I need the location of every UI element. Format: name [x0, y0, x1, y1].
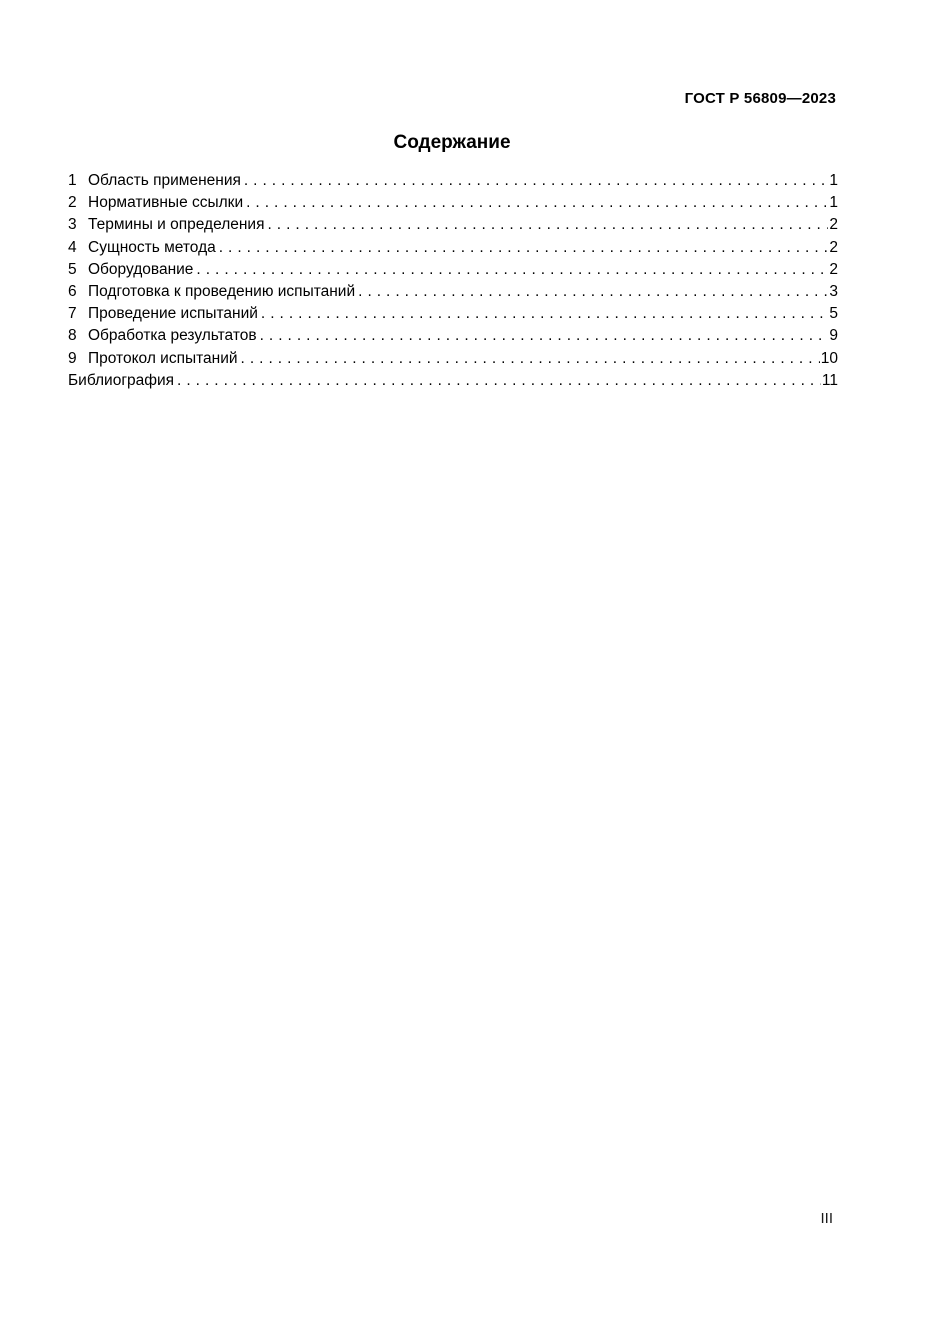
- toc-entry: [68, 170, 838, 192]
- toc-leader-dots: [219, 237, 829, 259]
- toc-entry-title: Термины и определения: [88, 216, 265, 234]
- toc-entry-number: 8: [68, 327, 77, 345]
- toc-entry-page: 10: [820, 349, 838, 367]
- toc-entry-title: Протокол испытаний: [88, 349, 238, 367]
- toc-entry-page: 3: [829, 283, 838, 301]
- toc-entry: [68, 237, 838, 259]
- toc-leader-dots: [177, 370, 821, 392]
- toc-leader-dots: [196, 259, 828, 281]
- toc-entry: [68, 348, 838, 370]
- toc-entry-page: 9: [829, 327, 838, 345]
- toc-leader-dots: [358, 281, 828, 303]
- document-standard-number: ГОСТ Р 56809—2023: [684, 90, 836, 107]
- toc-entry: [68, 370, 838, 392]
- toc-entry-number: 9: [68, 349, 77, 367]
- toc-entry-page: 2: [829, 216, 838, 234]
- toc-entry-title: Оборудование: [88, 260, 194, 278]
- toc-entry-title: Нормативные ссылки: [88, 194, 244, 212]
- toc-entry-number: 1: [68, 172, 77, 189]
- table-of-contents: [68, 170, 838, 392]
- toc-entry-number: 7: [68, 305, 77, 323]
- toc-entry: [68, 281, 838, 303]
- toc-entry-number: 3: [68, 216, 77, 234]
- page-title: Содержание: [393, 132, 511, 153]
- toc-entry-page: 2: [829, 260, 838, 278]
- toc-entry-page: 5: [829, 305, 838, 323]
- toc-entry-page: 1: [829, 194, 838, 212]
- toc-entry-number: 5: [68, 260, 77, 278]
- toc-entry-title: Обработка результатов: [88, 327, 257, 345]
- toc-entry-page: 2: [829, 238, 838, 256]
- toc-entry: [68, 259, 838, 281]
- toc-entry-number: 2: [68, 194, 77, 212]
- toc-entry-title: Подготовка к проведению испытаний: [88, 283, 356, 301]
- toc-entry-page: 1: [829, 172, 838, 189]
- toc-entry-page: 11: [821, 371, 838, 389]
- toc-entry-number: 6: [68, 283, 77, 301]
- toc-entry: [68, 192, 838, 214]
- toc-entry-title: Библиография: [68, 371, 175, 389]
- toc-entry-title: Проведение испытаний: [88, 305, 258, 323]
- toc-leader-dots: [241, 348, 820, 370]
- toc-entry: [68, 325, 838, 347]
- toc-entry-title: Сущность метода: [88, 238, 216, 256]
- page-number-footer: III: [820, 1210, 833, 1227]
- toc-leader-dots: [246, 192, 828, 214]
- toc-entry-title: Область применения: [88, 172, 241, 189]
- toc-leader-dots: [260, 325, 829, 347]
- toc-leader-dots: [244, 170, 829, 192]
- toc-entry: [68, 214, 838, 236]
- toc-entry: [68, 303, 838, 325]
- toc-leader-dots: [267, 214, 828, 236]
- toc-entry-number: 4: [68, 238, 77, 256]
- toc-leader-dots: [261, 303, 828, 325]
